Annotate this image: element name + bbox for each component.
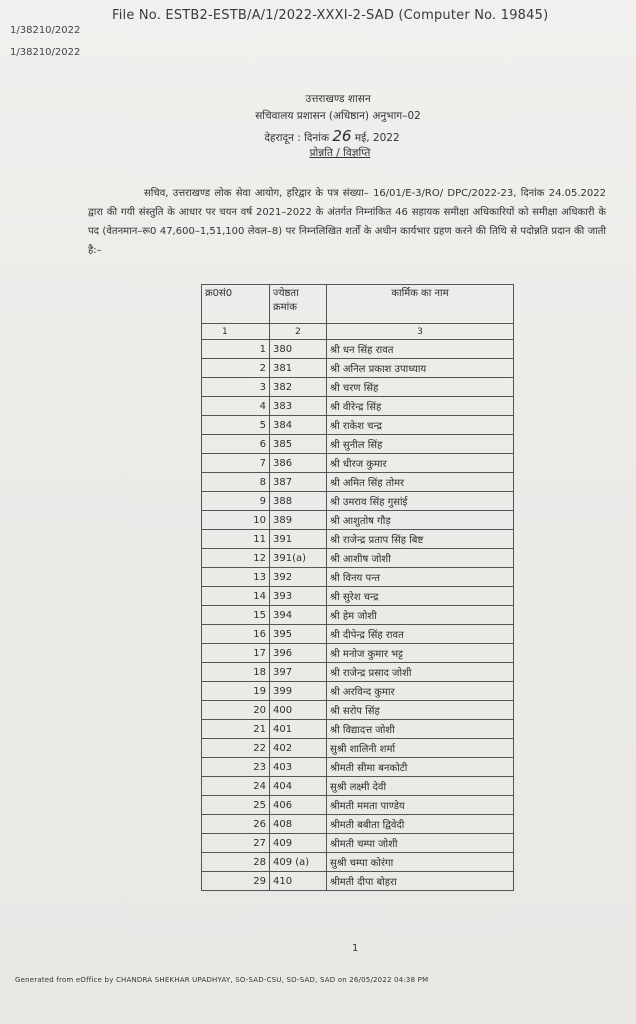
name-cell: श्री दीपेन्द्र सिंह रावत [327,625,514,644]
name-cell: श्री आशुतोष गौड़ [327,511,514,530]
name-cell: श्री राजेन्द्र प्रताप सिंह बिष्ट [327,530,514,549]
seniority-cell: 403 [270,758,327,777]
table-row [202,549,514,568]
serial-cell: 12 [202,549,270,568]
table-row [202,568,514,587]
seniority-cell: 394 [270,606,327,625]
body-paragraph-text: सचिव, उत्तराखण्ड लोक सेवा आयोग, हरिद्वार के पत्र संख्या– 16/01/E-3/RO/ DPC/2022-23, दिनांक 24.05.2022 द्वारा की गयी संस्तुति के आधार पर चयन वर्ष 2021–2022 के अंतर्गत निम्नांकित 46 सहायक समीक्षा अधिकारियों को समीक्षा अधिकारी के पद (वेतनमान–रू0 47,600–1,51,100 लेवल–8) पर निम्नलिखित शर्तों के अधीन कार्यभार ग्रहण करने की तिथि से पदोन्नति प्रदान की जाती है:– [88,188,606,256]
seniority-cell: 402 [270,739,327,758]
seniority-cell: 382 [270,378,327,397]
seniority-cell: 397 [270,663,327,682]
name-cell: श्री आशीष जोशी [327,549,514,568]
header-seniority: ज्येष्ठता क्रमांक [270,285,327,324]
name-cell: श्री उमराव सिंह गुसांई [327,492,514,511]
notification-title: प्रोन्नति / विज्ञप्ति [309,147,371,159]
column-number-row [202,324,514,340]
table-row [202,530,514,549]
serial-cell: 27 [202,834,270,853]
seniority-cell: 399 [270,682,327,701]
table-row [202,682,514,701]
table-row [202,492,514,511]
column-number: 3 [327,324,514,340]
serial-cell: 4 [202,397,270,416]
department-heading: सचिवालय प्रशासन (अधिष्ठान) अनुभाग–02 [255,110,421,122]
serial-cell: 24 [202,777,270,796]
serial-cell: 19 [202,682,270,701]
seniority-cell: 380 [270,340,327,359]
name-cell: श्री मनोज कुमार भट्ट [327,644,514,663]
seniority-cell: 387 [270,473,327,492]
seniority-cell: 385 [270,435,327,454]
table-row [202,663,514,682]
seniority-cell: 395 [270,625,327,644]
serial-cell: 5 [202,416,270,435]
seniority-cell: 396 [270,644,327,663]
table-row [202,397,514,416]
table-row [202,625,514,644]
name-cell: श्री धीरज कुमार [327,454,514,473]
name-cell: श्री सरोप सिंह [327,701,514,720]
name-cell: श्री सुरेश चन्द्र [327,587,514,606]
serial-cell: 8 [202,473,270,492]
seniority-cell: 383 [270,397,327,416]
seniority-cell: 381 [270,359,327,378]
column-number: 1 [202,324,270,340]
seniority-cell: 406 [270,796,327,815]
table-row [202,511,514,530]
name-cell: श्री अनिल प्रकाश उपाध्याय [327,359,514,378]
seniority-cell: 409 (a) [270,853,327,872]
serial-cell: 7 [202,454,270,473]
table-row [202,815,514,834]
table-row [202,796,514,815]
serial-cell: 13 [202,568,270,587]
table-row [202,758,514,777]
name-cell: श्री विद्यादत्त जोशी [327,720,514,739]
page-number: 1 [352,943,359,954]
serial-cell: 6 [202,435,270,454]
receipt-number: 1/38210/2022 [10,25,81,36]
serial-cell: 18 [202,663,270,682]
serial-cell: 20 [202,701,270,720]
seniority-cell: 391(a) [270,549,327,568]
name-cell: श्रीमती ममता पाण्डेय [327,796,514,815]
name-cell: श्रीमती चम्पा जोशी [327,834,514,853]
promotion-table [201,284,514,891]
name-cell: श्री हेम जोशी [327,606,514,625]
government-heading: उत्तराखण्ड शासन [305,93,371,105]
name-cell: श्री चरण सिंह [327,378,514,397]
table-row [202,587,514,606]
name-cell: श्री राकेश चन्द्र [327,416,514,435]
name-cell: श्री सुनील सिंह [327,435,514,454]
serial-cell: 21 [202,720,270,739]
table-row [202,340,514,359]
serial-cell: 25 [202,796,270,815]
serial-cell: 3 [202,378,270,397]
name-cell: श्री राजेन्द्र प्रसाद जोशी [327,663,514,682]
name-cell: श्री वीरेन्द्र सिंह [327,397,514,416]
serial-cell: 1 [202,340,270,359]
serial-cell: 22 [202,739,270,758]
seniority-cell: 400 [270,701,327,720]
serial-cell: 11 [202,530,270,549]
table-row [202,853,514,872]
seniority-cell: 389 [270,511,327,530]
serial-cell: 16 [202,625,270,644]
seniority-cell: 386 [270,454,327,473]
seniority-cell: 410 [270,872,327,891]
serial-cell: 15 [202,606,270,625]
name-cell: सुश्री चम्पा कोरंगा [327,853,514,872]
serial-cell: 29 [202,872,270,891]
receipt-number: 1/38210/2022 [10,47,81,58]
serial-cell: 10 [202,511,270,530]
serial-cell: 26 [202,815,270,834]
name-cell: श्रीमती सीमा बनकोटी [327,758,514,777]
column-number: 2 [270,324,327,340]
name-cell: सुश्री लक्ष्मी देवी [327,777,514,796]
table-row [202,872,514,891]
place-date-prefix: देहरादून : दिनांक [264,132,330,144]
body-paragraph [88,184,606,260]
seniority-cell: 392 [270,568,327,587]
table-row [202,359,514,378]
table-row [202,378,514,397]
table-row [202,739,514,758]
table-row [202,644,514,663]
serial-cell: 28 [202,853,270,872]
table-row [202,701,514,720]
name-cell: श्रीमती बबीता द्विवेदी [327,815,514,834]
seniority-cell: 388 [270,492,327,511]
seniority-cell: 404 [270,777,327,796]
seniority-cell: 393 [270,587,327,606]
table-header-row [202,285,514,324]
table-row [202,416,514,435]
eoffice-footer: Generated from eOffice by CHANDRA SHEKHAR UPADHYAY, SO-SAD-CSU, SO-SAD, SAD on 26/05/2022 04:38 PM [15,976,429,984]
table-row [202,834,514,853]
name-cell: श्री अमित सिंह तोमर [327,473,514,492]
serial-cell: 17 [202,644,270,663]
name-cell: श्रीमती दीपा बोहरा [327,872,514,891]
serial-cell: 9 [202,492,270,511]
seniority-cell: 391 [270,530,327,549]
seniority-cell: 384 [270,416,327,435]
table-row [202,606,514,625]
table-row [202,454,514,473]
serial-cell: 14 [202,587,270,606]
table-row [202,473,514,492]
seniority-cell: 401 [270,720,327,739]
file-number: File No. ESTB2-ESTB/A/1/2022-XXXI-2-SAD (Computer No. 19845) [112,8,549,23]
name-cell: श्री अरविन्द कुमार [327,682,514,701]
seniority-cell: 409 [270,834,327,853]
place-date-line [14,127,636,145]
serial-cell: 23 [202,758,270,777]
header-serial: क्र0सं0 [202,285,270,324]
table-row [202,777,514,796]
name-cell: श्री विनय पन्त [327,568,514,587]
serial-cell: 2 [202,359,270,378]
place-date-suffix: मई, 2022 [354,132,400,144]
seniority-cell: 408 [270,815,327,834]
table-row [202,720,514,739]
name-cell: सुश्री शालिनी शर्मा [327,739,514,758]
header-name: कार्मिक का नाम [327,285,514,324]
handwritten-day: 26 [332,127,352,145]
name-cell: श्री धन सिंह रावत [327,340,514,359]
table-row [202,435,514,454]
